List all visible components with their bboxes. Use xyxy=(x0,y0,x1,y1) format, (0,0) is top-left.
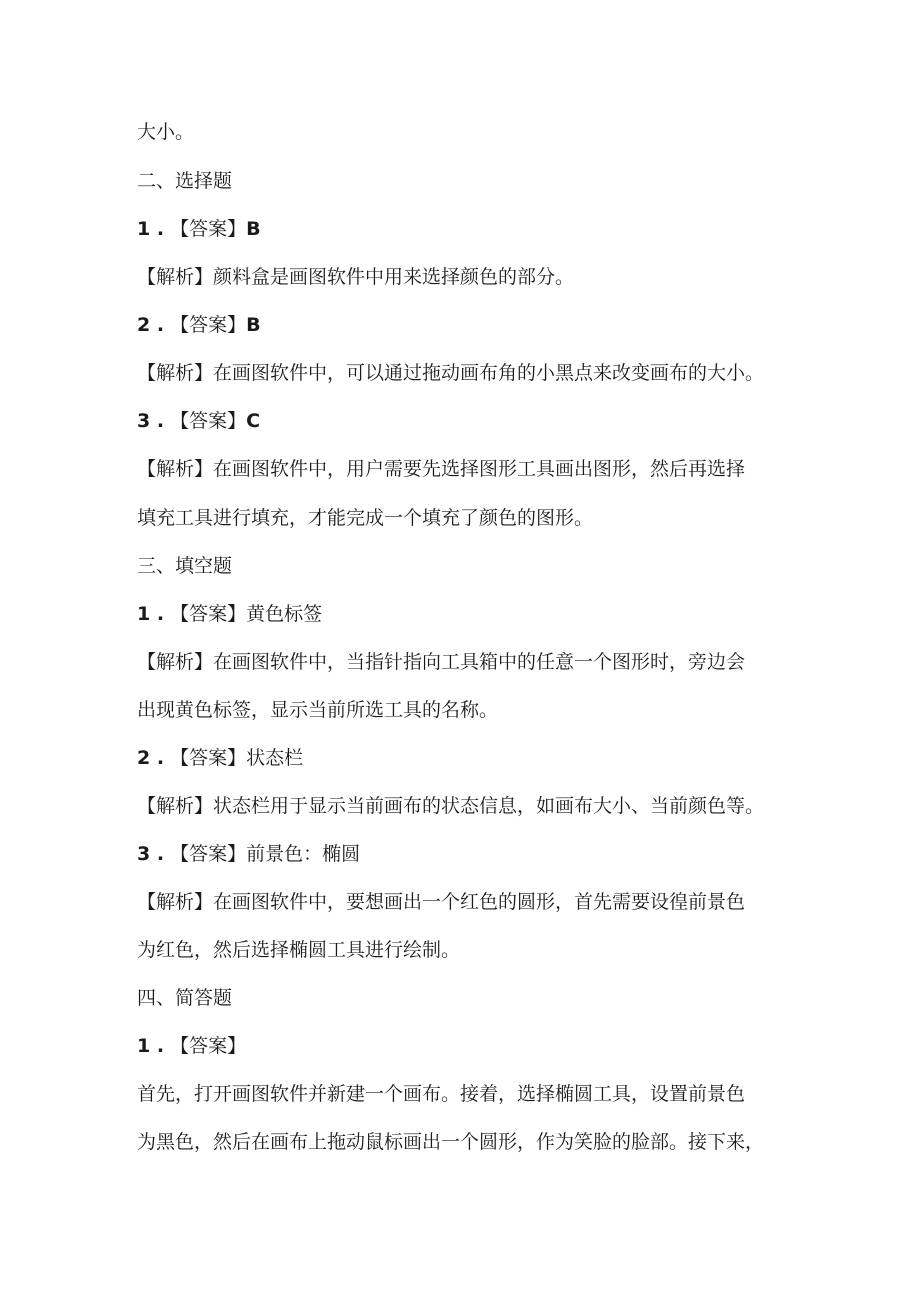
explanation-line: 出现黄色标签，显示当前所选工具的名称。 xyxy=(137,699,499,721)
section-title-fill: 三、填空题 xyxy=(137,555,233,577)
explanation-line: 【解析】在画图软件中，要想画出一个红色的圆形，首先需要设徨前景色 xyxy=(137,891,746,913)
answer-value: 前景色：椭圆 xyxy=(246,843,361,865)
answer-value: 黄色标签 xyxy=(246,603,323,625)
answer-line xyxy=(137,216,837,242)
answer-tag: 【答案】 xyxy=(170,1035,247,1057)
answer-line xyxy=(137,601,837,627)
question-number: 2 . xyxy=(137,314,165,336)
question-number: 1 . xyxy=(137,218,165,240)
paragraph-line: 为黑色，然后在画布上拖动鼠标画出一个圆形，作为笑脸的脸部。接下来， xyxy=(137,1131,765,1153)
explanation-line: 填充工具进行填充，才能完成一个填充了颜色的图形。 xyxy=(137,507,594,529)
question-number: 1 . xyxy=(137,603,165,625)
answer-value: B xyxy=(246,314,261,336)
answer-line xyxy=(137,408,837,434)
answer-line xyxy=(137,841,837,867)
explanation-line: 为红色，然后选择椭圆工具进行绘制。 xyxy=(137,939,461,961)
answer-tag: 【答案】 xyxy=(170,218,247,240)
answer-line xyxy=(137,1033,837,1059)
explanation-line: 【解析】颜料盒是画图软件中用来选择颜色的部分。 xyxy=(137,266,575,288)
answer-value: 状态栏 xyxy=(246,747,304,769)
explanation-line: 【解析】在画图软件中，可以通过拖动画布角的小黑点来改变画布的大小。 xyxy=(137,362,765,384)
question-number: 1 . xyxy=(137,1035,165,1057)
answer-value: B xyxy=(246,218,261,240)
answer-tag: 【答案】 xyxy=(170,410,247,432)
text-line: 大小。 xyxy=(137,121,195,143)
explanation-line: 【解析】在画图软件中，用户需要先选择图形工具画出图形，然后再选择 xyxy=(137,458,746,480)
explanation-line: 【解析】在画图软件中，当指针指向工具箱中的任意一个图形时，旁边会 xyxy=(137,651,746,673)
section-title-choice: 二、选择题 xyxy=(137,170,233,192)
paragraph-line: 首先，打开画图软件并新建一个画布。接着，选择椭圆工具，设置前景色 xyxy=(137,1083,746,1105)
answer-line xyxy=(137,745,837,771)
question-number: 3 . xyxy=(137,843,165,865)
answer-value: C xyxy=(246,410,261,432)
answer-tag: 【答案】 xyxy=(170,603,247,625)
question-number: 2 . xyxy=(137,747,165,769)
question-number: 3 . xyxy=(137,410,165,432)
section-title-short-answer: 四、简答题 xyxy=(137,987,233,1009)
answer-tag: 【答案】 xyxy=(170,843,247,865)
answer-line xyxy=(137,312,837,338)
answer-tag: 【答案】 xyxy=(170,314,247,336)
answer-tag: 【答案】 xyxy=(170,747,247,769)
explanation-line: 【解析】状态栏用于显示当前画布的状态信息，如画布大小、当前颜色等。 xyxy=(137,795,765,817)
